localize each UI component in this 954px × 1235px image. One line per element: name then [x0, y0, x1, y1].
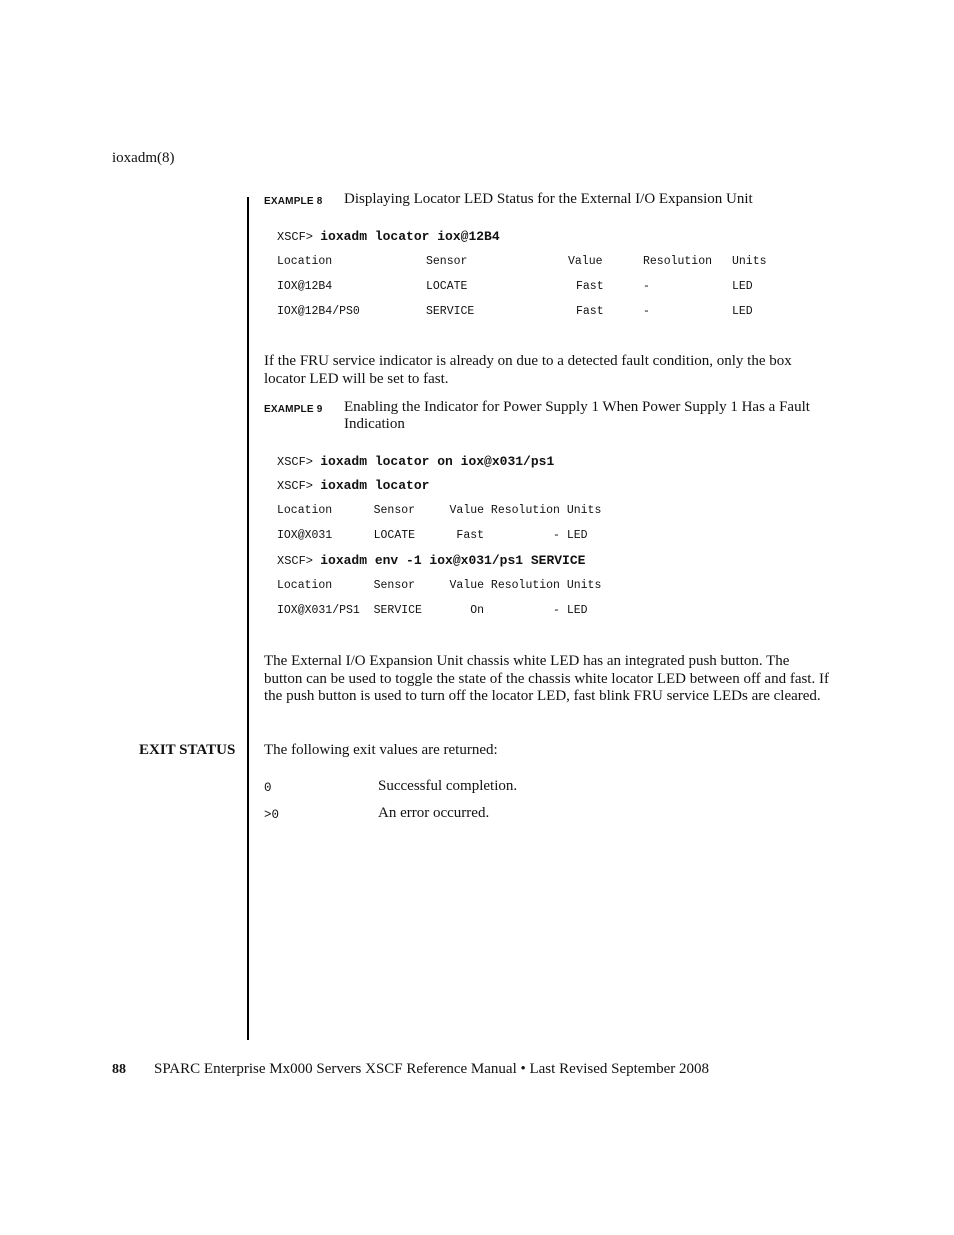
example-8-title: Displaying Locator LED Status for the External I/O Expansion Unit	[344, 191, 753, 207]
table-header-location: Location	[277, 255, 333, 268]
footer-text: SPARC Enterprise Mx000 Servers XSCF Reference Manual • Last Revised September 2008	[154, 1061, 710, 1077]
table-cell: LED	[732, 280, 753, 293]
table-header-value: Value	[568, 255, 603, 268]
running-header: ioxadm(8)	[112, 150, 175, 166]
output-header: Location Sensor Value Resolution Units	[277, 579, 602, 592]
margin-rule	[247, 197, 249, 1040]
command: ioxadm env -1 iox@x031/ps1 SERVICE	[320, 553, 586, 568]
table-header-sensor: Sensor	[426, 255, 468, 268]
table-cell: -	[643, 305, 650, 318]
command: ioxadm locator iox@12B4	[320, 229, 500, 244]
page-number: 88	[112, 1062, 126, 1077]
table-cell: Fast	[576, 280, 604, 293]
exit-status-intro: The following exit values are returned:	[264, 742, 498, 758]
example-9-command-line	[277, 454, 554, 469]
example-8-command-line	[277, 229, 500, 244]
table-cell: Fast	[576, 305, 604, 318]
prompt: XSCF>	[277, 230, 314, 244]
example-8-label: EXAMPLE 8	[264, 196, 323, 207]
example-9-label: EXAMPLE 9	[264, 404, 323, 415]
table-cell: IOX@12B4	[277, 280, 333, 293]
body-paragraph: The External I/O Expansion Unit chassis white LED has an integrated push button. The button can be used to toggle the state of the chassis white locator LED between off and fast. If the push button is used to turn off the locator LED, fast blink FRU service LEDs are cleared.	[264, 653, 829, 705]
example-9-command-line	[277, 478, 429, 493]
table-cell: LED	[732, 305, 753, 318]
table-cell: -	[643, 280, 650, 293]
prompt: XSCF>	[277, 554, 314, 568]
example-9-title-line-1: Enabling the Indicator for Power Supply 1 When Power Supply 1 Has a Fault	[344, 399, 810, 415]
example-9-title-line-2: Indication	[344, 416, 405, 432]
exit-code: 0	[264, 781, 272, 795]
output-row: IOX@X031 LOCATE Fast - LED	[277, 529, 588, 542]
table-cell: SERVICE	[426, 305, 475, 318]
output-header: Location Sensor Value Resolution Units	[277, 504, 602, 517]
exit-description: An error occurred.	[378, 805, 490, 821]
exit-code: >0	[264, 808, 280, 822]
command: ioxadm locator on iox@x031/ps1	[320, 454, 555, 469]
command: ioxadm locator	[320, 478, 430, 493]
prompt: XSCF>	[277, 479, 314, 493]
prompt: XSCF>	[277, 455, 314, 469]
section-heading-exit-status: EXIT STATUS	[139, 742, 236, 758]
table-cell: IOX@12B4/PS0	[277, 305, 360, 318]
output-row: IOX@X031/PS1 SERVICE On - LED	[277, 604, 588, 617]
table-cell: LOCATE	[426, 280, 468, 293]
example-9-command-line	[277, 553, 585, 568]
table-header-units: Units	[732, 255, 767, 268]
body-paragraph: If the FRU service indicator is already on due to a detected fault condition, only the box locator LED will be set to fast.	[264, 353, 792, 387]
exit-description: Successful completion.	[378, 778, 518, 794]
table-header-resolution: Resolution	[643, 255, 713, 268]
